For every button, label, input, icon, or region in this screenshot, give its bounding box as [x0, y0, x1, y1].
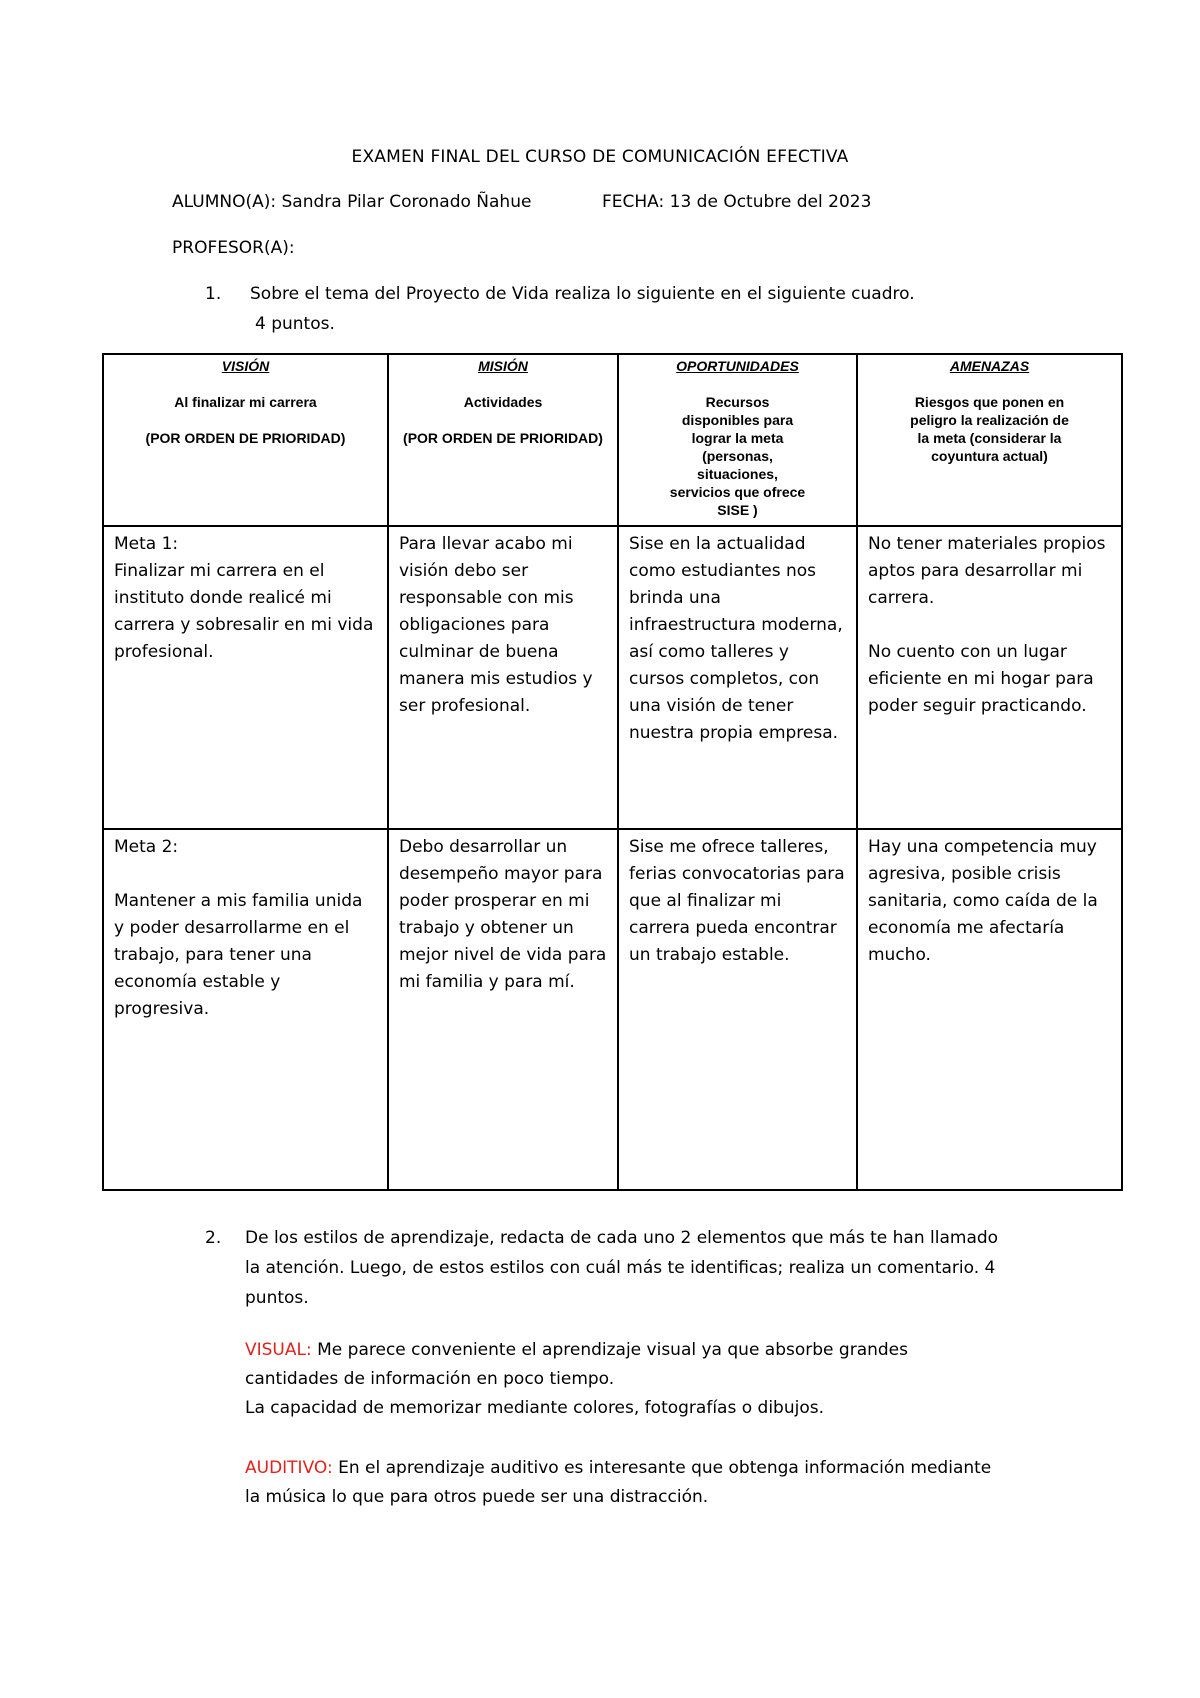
student-line	[172, 192, 531, 212]
student-name: Sandra Pilar Coronado Ñahue	[281, 192, 532, 212]
header-mision-title: MISIÓN	[478, 358, 528, 374]
header-vision-priority: (POR ORDEN DE PRIORIDAD)	[145, 430, 346, 446]
goal-2-text: Mantener a mis familia unida y poder desarrollarme en el trabajo, para tener una economía estable y progresiva.	[114, 891, 363, 1019]
goal-1-text: Finalizar mi carrera en el instituto donde realicé mi carrera y sobresalir en mi vida profesional.	[114, 561, 374, 662]
table-row	[103, 829, 1122, 1190]
professor-label: PROFESOR(A):	[172, 238, 295, 258]
cell-vision-2	[103, 829, 388, 1190]
header-mision-priority: (POR ORDEN DE PRIORIDAD)	[403, 430, 603, 446]
table-row	[103, 526, 1122, 829]
header-vision	[103, 354, 388, 526]
opportunities-1-text: Sise en la actualidad como estudiantes nos brinda una infraestructura moderna, así como talleres y cursos completos, con una visión de tener nuestra propia empresa.	[629, 534, 843, 743]
auditivo-label: AUDITIVO:	[245, 1458, 333, 1478]
question-2-number: 2.	[205, 1228, 222, 1248]
goal-1-label: Meta 1:	[114, 534, 179, 554]
question-1-text: Sobre el tema del Proyecto de Vida realiza lo siguiente en el siguiente cuadro.	[250, 284, 915, 304]
cell-mision-2	[388, 829, 618, 1190]
date-label: FECHA:	[602, 192, 665, 212]
goal-2-label: Meta 2:	[114, 837, 179, 857]
cell-amenazas-2	[857, 829, 1122, 1190]
question-1-number: 1.	[205, 284, 222, 304]
life-project-table	[102, 353, 1123, 1191]
answer-visual	[245, 1336, 1005, 1423]
threats-2-text: Hay una competencia muy agresiva, posible crisis sanitaria, como caída de la economía me afectaría mucho.	[868, 837, 1098, 965]
student-label: ALUMNO(A):	[172, 192, 277, 212]
cell-amenazas-1	[857, 526, 1122, 829]
table-header-row	[103, 354, 1122, 526]
opportunities-2-text: Sise me ofrece talleres, ferias convocatorias para que al finalizar mi carrera pueda encontrar un trabajo estable.	[629, 837, 845, 965]
question-1-points: 4 puntos.	[255, 314, 335, 334]
header-amenazas-title: AMENAZAS	[949, 358, 1030, 374]
cell-mision-1	[388, 526, 618, 829]
cell-vision-1	[103, 526, 388, 829]
header-amenazas	[857, 354, 1122, 526]
header-vision-sub: Al finalizar mi carrera	[174, 394, 317, 410]
header-mision-sub: Actividades	[463, 394, 543, 410]
auditivo-text: En el aprendizaje auditivo es interesante que obtenga información mediante la música lo que para otros puede ser una distracción.	[245, 1458, 992, 1507]
header-mision	[388, 354, 618, 526]
visual-text-2: La capacidad de memorizar mediante colores, fotografías o dibujos.	[245, 1398, 824, 1418]
header-oportunidades	[618, 354, 857, 526]
threats-1-text-b: No cuento con un lugar eficiente en mi hogar para poder seguir practicando.	[868, 642, 1094, 716]
header-oportunidades-title: OPORTUNIDADES	[676, 358, 799, 374]
mission-2-text: Debo desarrollar un desempeño mayor para poder prosperar en mi trabajo y obtener un mejor nivel de vida para mi familia y para mí.	[399, 837, 607, 992]
threats-1-text-a: No tener materiales propios aptos para desarrollar mi carrera.	[868, 534, 1106, 608]
cell-oportunidades-2	[618, 829, 857, 1190]
mission-1-text: Para llevar acabo mi visión debo ser responsable con mis obligaciones para culminar de buena manera mis estudios y ser profesional.	[399, 534, 593, 716]
header-vision-title: VISIÓN	[221, 358, 270, 374]
visual-label: VISUAL:	[245, 1340, 312, 1360]
header-amenazas-sub: Riesgos que ponen en peligro la realización de la meta (considerar la coyuntura actual)	[910, 394, 1069, 464]
date-line	[602, 192, 871, 212]
visual-text: Me parece conveniente el aprendizaje visual ya que absorbe grandes cantidades de información en poco tiempo.	[245, 1340, 908, 1389]
header-oportunidades-sub: Recursos disponibles para lograr la meta (personas, situaciones, servicios que ofrece SISE )	[669, 394, 806, 518]
date-value: 13 de Octubre del 2023	[669, 192, 872, 212]
page-title: EXAMEN FINAL DEL CURSO DE COMUNICACIÓN EFECTIVA	[351, 147, 849, 167]
answer-auditivo	[245, 1454, 1005, 1512]
cell-oportunidades-1	[618, 526, 857, 829]
question-2-text: De los estilos de aprendizaje, redacta de cada uno 2 elementos que más te han llamado la atención. Luego, de estos estilos con cuál más te identificas; realiza un comentario. 4 puntos.	[245, 1228, 999, 1308]
